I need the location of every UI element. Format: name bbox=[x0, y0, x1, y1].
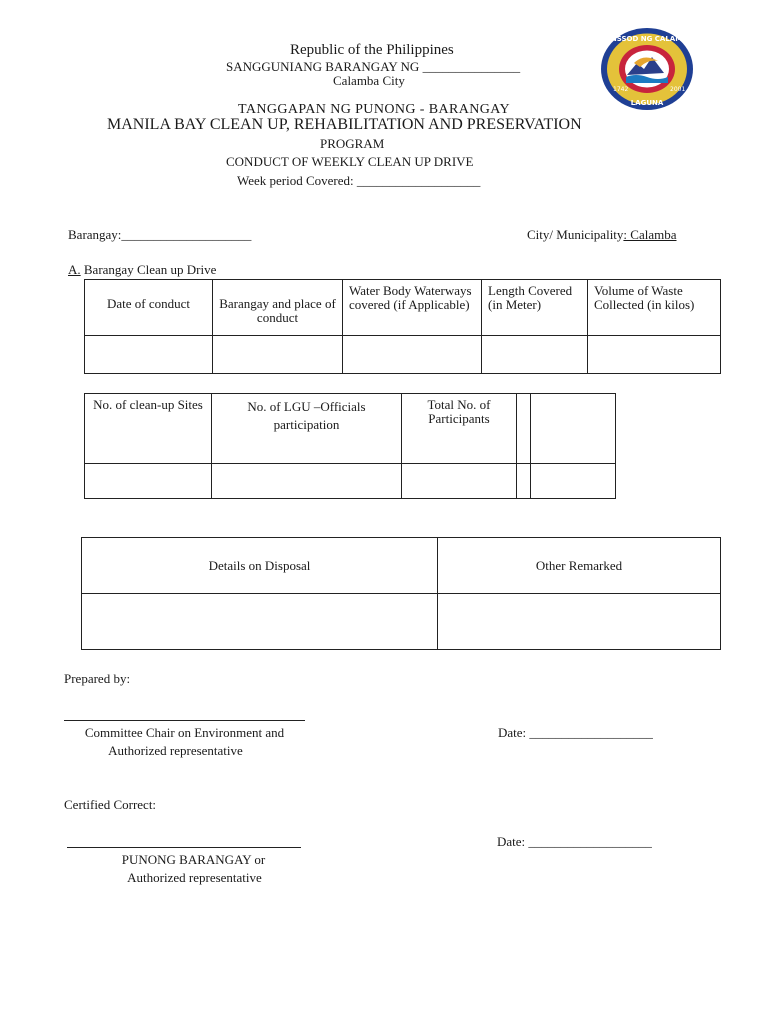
header-water-body: Water Body Waterways covered (if Applicable) bbox=[343, 280, 482, 336]
header-length-covered: Length Covered (in Meter) bbox=[482, 280, 588, 336]
city-municipality-label: City/ Municipality bbox=[527, 227, 624, 242]
section-a-title: Barangay Clean up Drive bbox=[80, 262, 217, 277]
header-date-of-conduct: Date of conduct bbox=[85, 280, 213, 336]
committee-chair-line2: Authorized representative bbox=[108, 743, 243, 758]
prepared-signature-line[interactable] bbox=[64, 720, 305, 721]
header-clean-up-sites: No. of clean-up Sites bbox=[85, 394, 212, 464]
city-line: Calamba City bbox=[333, 73, 405, 88]
calamba-seal-logo bbox=[600, 27, 694, 111]
sanggunian-line: SANGGUNIANG BARANGAY NG _______________ bbox=[226, 59, 521, 74]
prepared-date-field[interactable]: Date: ___________________ bbox=[498, 725, 653, 740]
section-a-letter: A. bbox=[68, 262, 81, 277]
details-disposal-cell[interactable] bbox=[82, 594, 438, 650]
punong-barangay-line1: PUNONG BARANGAY or bbox=[121, 852, 266, 867]
participants-table bbox=[84, 393, 616, 499]
length-covered-cell[interactable] bbox=[482, 336, 588, 374]
header-lgu-officials: No. of LGU –Officials participation bbox=[212, 394, 402, 464]
date-of-conduct-cell[interactable] bbox=[85, 336, 213, 374]
header-volume-waste: Volume of Waste Collected (in kilos) bbox=[588, 280, 721, 336]
clean-up-drive-table bbox=[84, 279, 721, 374]
committee-chair-line1: Committee Chair on Environment and bbox=[84, 725, 285, 740]
week-period-field[interactable]: Week period Covered: ___________________ bbox=[237, 173, 481, 188]
water-body-cell[interactable] bbox=[343, 336, 482, 374]
total-participants-cell[interactable] bbox=[402, 464, 517, 499]
svg-text:LAGUNA: LAGUNA bbox=[630, 99, 664, 107]
certified-date-field[interactable]: Date: ___________________ bbox=[497, 834, 652, 849]
blank-narrow-cell[interactable] bbox=[517, 464, 531, 499]
header-other-remarked: Other Remarked bbox=[438, 538, 721, 594]
prepared-by-label: Prepared by: bbox=[64, 671, 131, 686]
lgu-officials-cell[interactable] bbox=[212, 464, 402, 499]
other-remarked-cell[interactable] bbox=[438, 594, 721, 650]
header-blank-wide bbox=[531, 394, 616, 464]
program-line: PROGRAM bbox=[320, 136, 385, 151]
header-barangay-place: Barangay and place of conduct bbox=[213, 280, 343, 336]
disposal-remarks-table bbox=[81, 537, 721, 650]
barangay-place-cell[interactable] bbox=[213, 336, 343, 374]
document-subtitle: CONDUCT OF WEEKLY CLEAN UP DRIVE bbox=[226, 154, 474, 169]
header-blank-narrow bbox=[517, 394, 531, 464]
barangay-field[interactable]: Barangay:____________________ bbox=[68, 227, 252, 242]
punong-barangay-line2: Authorized representative bbox=[127, 870, 262, 885]
certified-correct-label: Certified Correct: bbox=[64, 797, 157, 812]
header-total-participants: Total No. of Participants bbox=[402, 394, 517, 464]
svg-text:LUNSSOD NG CALAMBA: LUNSSOD NG CALAMBA bbox=[601, 35, 693, 43]
svg-text:1742: 1742 bbox=[613, 86, 629, 93]
clean-up-sites-cell[interactable] bbox=[85, 464, 212, 499]
city-municipality-field bbox=[527, 227, 677, 243]
program-title: MANILA BAY CLEAN UP, REHABILITATION AND PRESERVATION bbox=[107, 116, 582, 133]
city-municipality-value: : Calamba bbox=[623, 227, 677, 242]
office-line: TANGGAPAN NG PUNONG - BARANGAY bbox=[238, 102, 510, 117]
republic-heading: Republic of the Philippines bbox=[290, 42, 454, 58]
blank-wide-cell[interactable] bbox=[531, 464, 616, 499]
certified-signature-line[interactable] bbox=[67, 847, 301, 848]
section-a-heading bbox=[68, 262, 216, 278]
volume-waste-cell[interactable] bbox=[588, 336, 721, 374]
header-details-disposal: Details on Disposal bbox=[82, 538, 438, 594]
svg-text:2001: 2001 bbox=[670, 86, 686, 93]
